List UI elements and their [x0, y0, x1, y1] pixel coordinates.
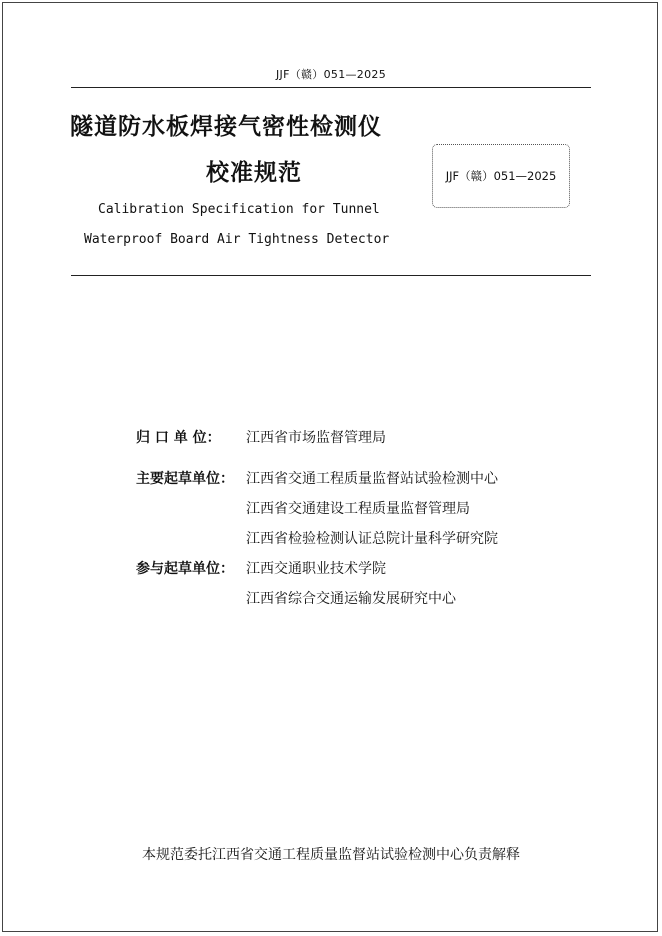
participating-row: [136, 553, 498, 583]
responsible-unit-value: 江西省市场监督管理局: [246, 430, 386, 446]
title-english-line1: Calibration Specification for Tunnel: [98, 202, 380, 217]
title-english-line2: Waterproof Board Air Tightness Detector: [84, 232, 390, 247]
responsible-unit-label: 归 口 单 位：: [136, 430, 221, 446]
title-divider: [71, 275, 591, 276]
title-chinese-line2: 校准规范: [206, 160, 302, 186]
participating-label: 参与起草单位：: [136, 561, 234, 577]
main-drafting-label: 主要起草单位：: [136, 471, 234, 487]
main-drafting-row: [136, 493, 498, 523]
standard-code-box-text: JJF（赣）051—2025: [445, 169, 557, 183]
participating-row: [136, 583, 498, 613]
header-standard-code: JJF（赣）051—2025: [275, 68, 386, 81]
title-chinese-line1: 隧道防水板焊接气密性检测仪: [70, 114, 382, 140]
organizations-block: [136, 422, 498, 613]
responsible-unit-row: [136, 422, 498, 452]
main-drafting-unit: 江西省检验检测认证总院计量科学研究院: [246, 531, 498, 547]
main-drafting-unit: 江西省交通建设工程质量监督管理局: [246, 501, 470, 517]
main-drafting-row: [136, 523, 498, 553]
main-drafting-row: [136, 463, 498, 493]
standard-code-box: [432, 144, 570, 208]
header-divider: [71, 87, 591, 88]
participating-unit: 江西省综合交通运输发展研究中心: [246, 591, 456, 607]
main-drafting-unit: 江西省交通工程质量监督站试验检测中心: [246, 471, 498, 487]
participating-unit: 江西交通职业技术学院: [246, 561, 386, 577]
interpretation-note: 本规范委托江西省交通工程质量监督站试验检测中心负责解释: [142, 847, 520, 863]
